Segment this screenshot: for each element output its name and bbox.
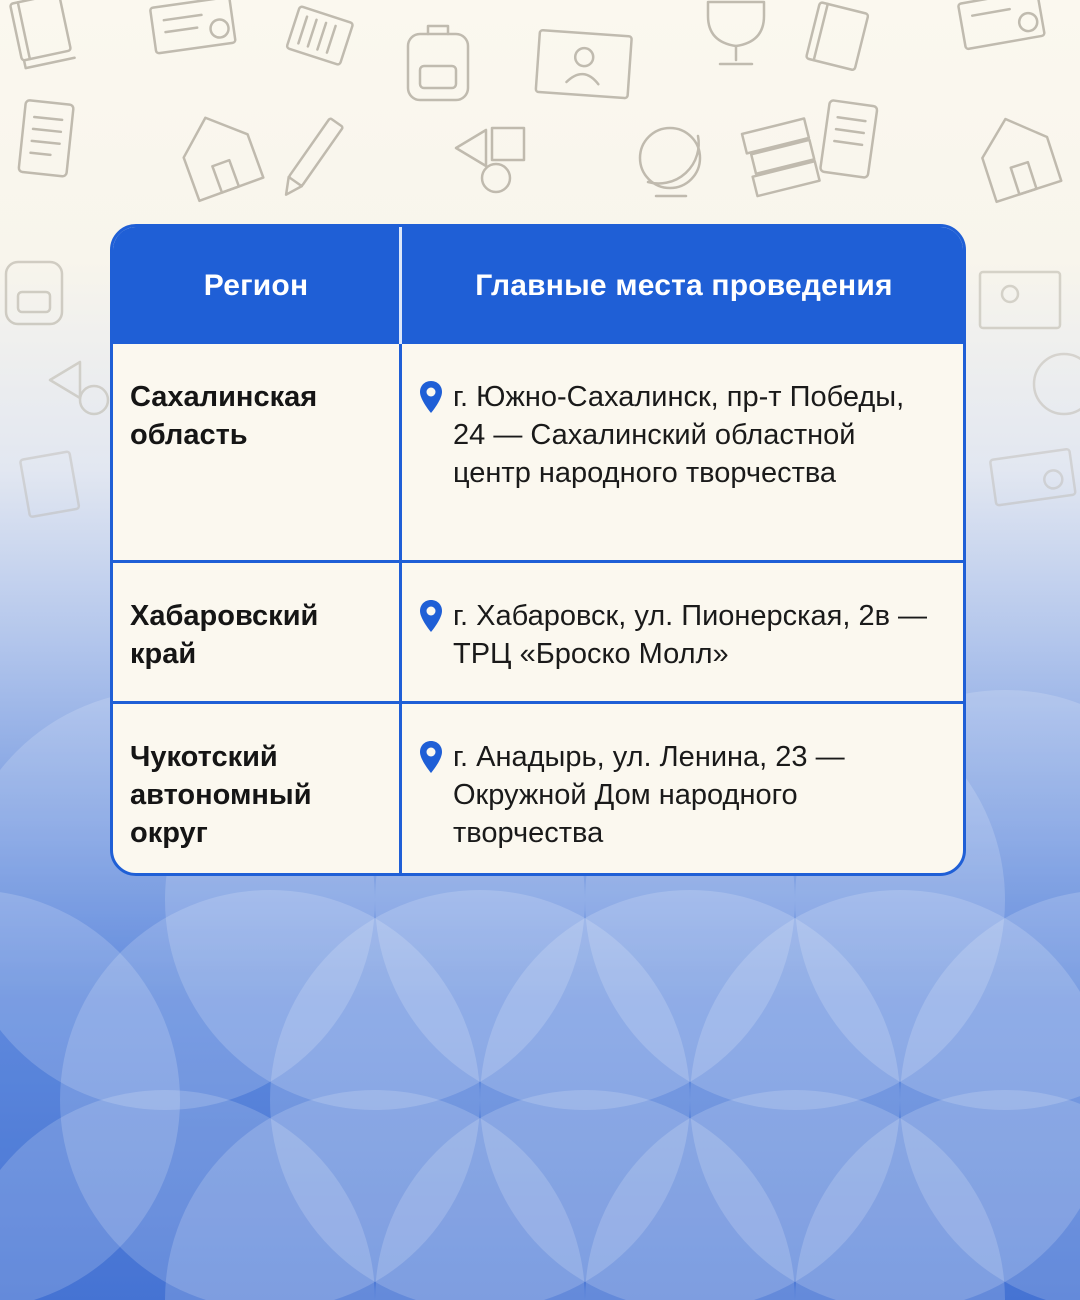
table-row (113, 344, 963, 560)
map-pin-icon (419, 740, 443, 774)
globe-icon (640, 128, 700, 196)
table-row (113, 560, 963, 702)
backpack-icon (6, 262, 62, 324)
header-places: Главные места проведения (475, 268, 893, 302)
notebook-icon (286, 6, 353, 65)
region-cell: Хабаровский край (130, 600, 319, 670)
column-divider (399, 344, 402, 873)
pencil-icon (280, 118, 344, 199)
place-cell: г. Анадырь, ул. Ленина, 23 — Окружной Дом народного творчества (453, 741, 845, 849)
trophy-icon (708, 2, 764, 64)
certificate-icon (990, 449, 1076, 506)
map-pin-icon (419, 380, 443, 414)
shapes-icon (456, 128, 524, 192)
house-icon (173, 106, 263, 201)
header-region: Регион (203, 268, 309, 302)
region-cell: Сахалинская область (130, 381, 318, 451)
books-icon (742, 119, 820, 197)
video-lesson-icon (980, 272, 1060, 328)
map-pin-icon (419, 599, 443, 633)
house-icon (973, 108, 1061, 201)
shapes-icon (50, 362, 108, 414)
table-header (113, 227, 963, 344)
dictionary-icon (806, 2, 869, 70)
scroll-icon (18, 100, 73, 177)
certificate-icon (150, 0, 236, 54)
video-lesson-icon (536, 30, 632, 98)
backpack-icon (408, 26, 468, 100)
place-cell: г. Хабаровск, ул. Пионерская, 2в — ТРЦ «Броско Молл» (453, 600, 928, 670)
dictionary-icon (20, 451, 79, 517)
certificate-icon (958, 0, 1045, 49)
venues-table (110, 224, 966, 876)
region-cell: Чукотский автономный округ (130, 741, 312, 849)
scroll-icon (820, 100, 878, 178)
dictionary-icon (10, 0, 75, 69)
table-row (113, 701, 963, 876)
globe-icon (1034, 354, 1080, 414)
place-cell: г. Южно-Сахалинск, пр-т Победы, 24 — Сахалинский областной центр народного творчества (453, 381, 905, 489)
